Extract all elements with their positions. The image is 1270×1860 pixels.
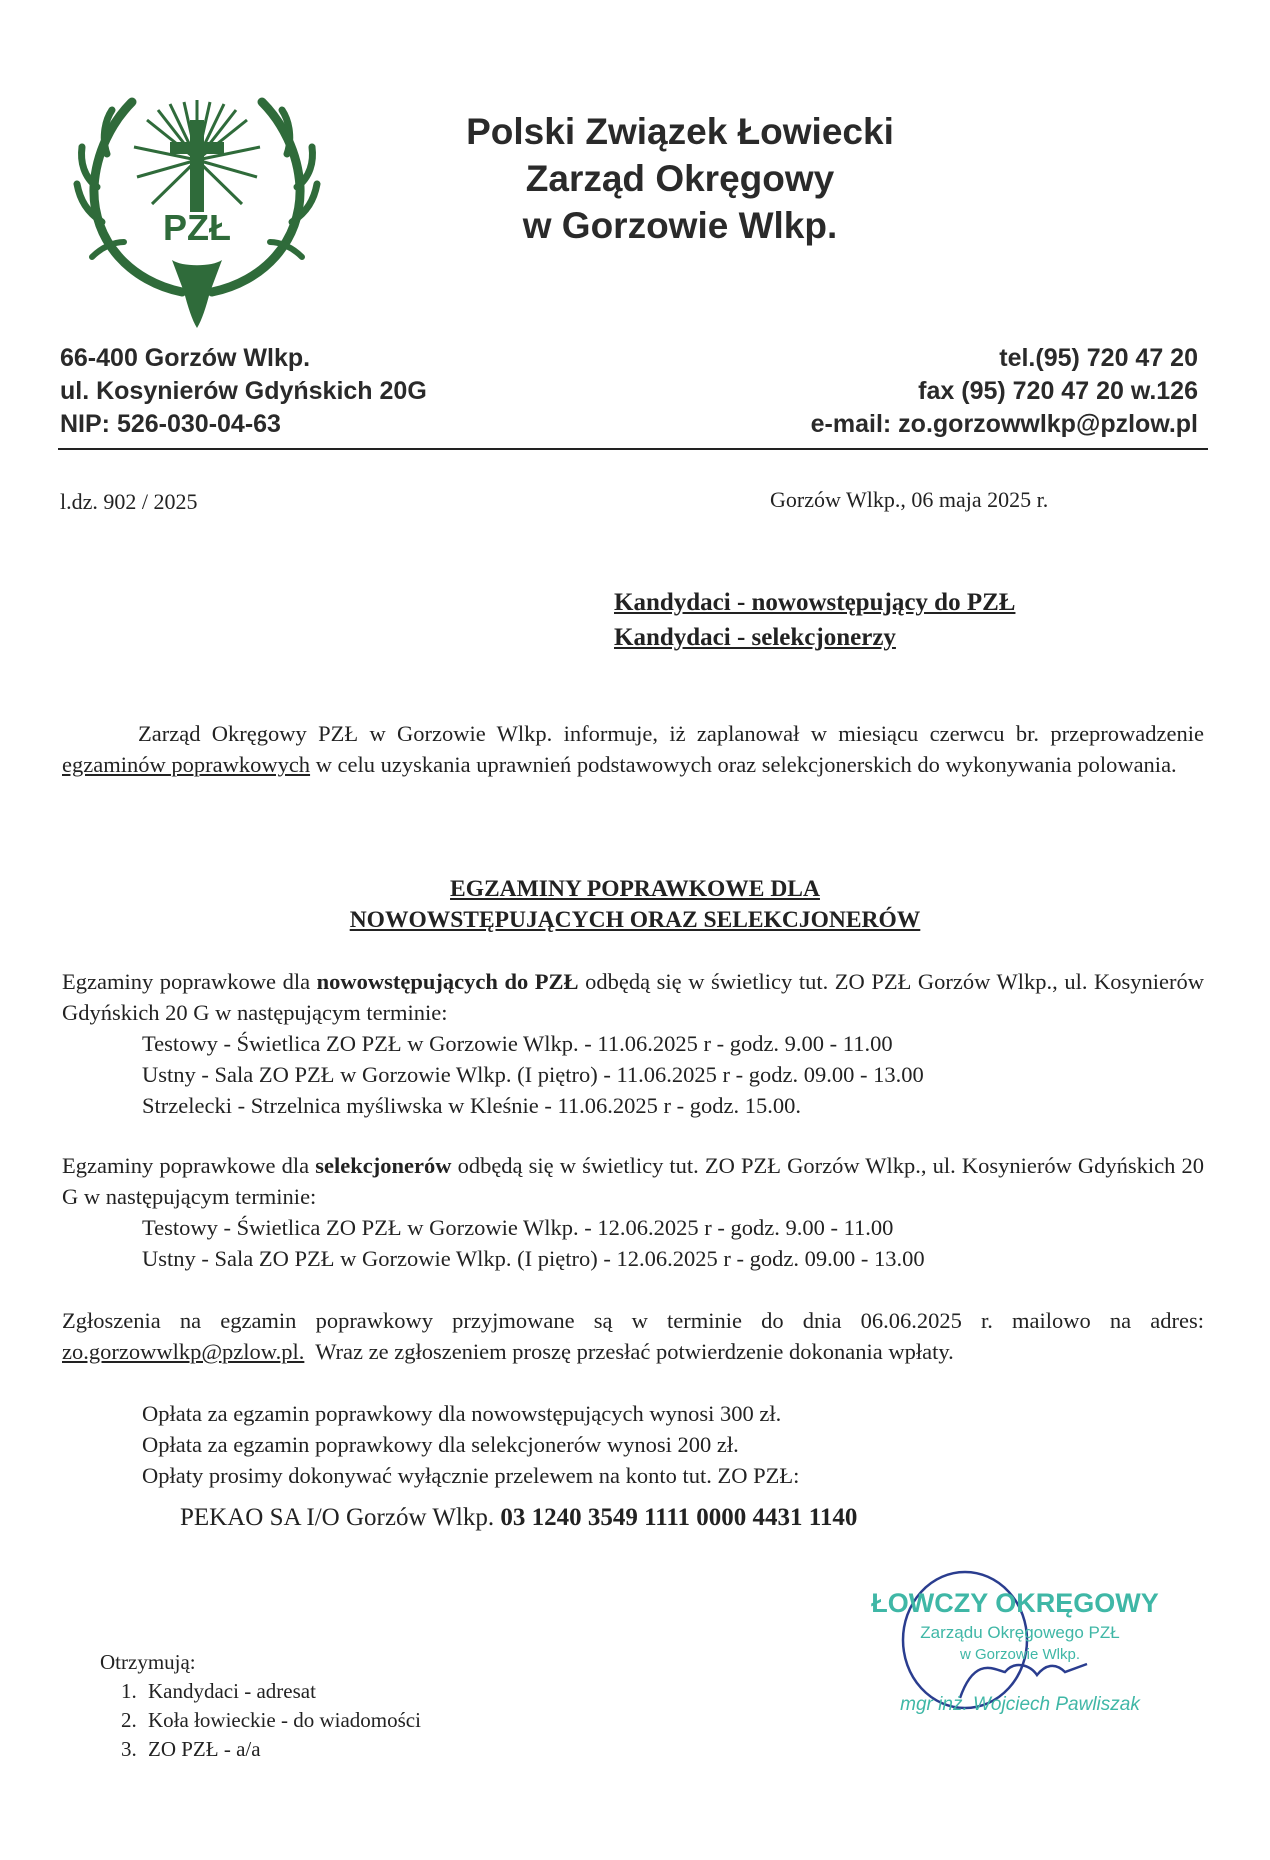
section1-pre: Egzaminy poprawkowe dla [62,969,311,994]
address-block [60,342,427,441]
subject [614,585,1015,655]
schedule-item: Strzelecki - Strzelnica myśliwska w Kleśnie - 11.06.2025 r - godz. 15.00. [142,1093,802,1118]
section2-schedule [142,1212,925,1274]
section3-pre: Zgłoszenia na egzamin poprawkowy przyjmowane są w terminie do dnia 06.06.2025 r. mailowo na adres: [62,1308,1204,1333]
schedule-item: Ustny - Sala ZO PZŁ w Gorzowie Wlkp. (I piętro) - 11.06.2025 r - godz. 09.00 - 13.00 [142,1062,924,1087]
pzl-logo [72,92,322,332]
contact-phone: tel.(95) 720 47 20 [999,344,1198,372]
fee-item: Opłaty prosimy dokonywać wyłącznie przelewem na konto tut. ZO PZŁ: [142,1463,800,1488]
intro-paragraph [62,718,1204,780]
bank-name: PEKAO SA I/O Gorzów Wlkp. [180,1504,495,1531]
contact-email: e-mail: zo.gorzowwlkp@pzlow.pl [810,410,1198,438]
recipient-item: 2. Koła łowieckie - do wiadomości [142,1706,421,1735]
svg-text:w Gorzowie Wlkp.: w Gorzowie Wlkp. [959,1646,1081,1663]
document-date: Gorzów Wlkp., 06 maja 2025 r. [770,487,1049,512]
svg-text:ŁOWCZY OKRĘGOWY: ŁOWCZY OKRĘGOWY [871,1588,1159,1618]
section1-schedule [142,1028,924,1121]
section2-pre: Egzaminy poprawkowe dla [62,1153,310,1178]
recipient-item: 3. ZO PZŁ - a/a [142,1735,421,1764]
svg-text:Zarządu Okręgowego PZŁ: Zarządu Okręgowego PZŁ [920,1623,1120,1642]
contact-fax: fax (95) 720 47 20 w.126 [918,377,1198,405]
account-number: 03 1240 3549 1111 0000 4431 1140 [500,1504,858,1531]
subject-line-1: Kandydaci - nowowstępujący do PZŁ [614,589,1016,616]
section3-paragraph [62,1305,1204,1367]
schedule-item: Testowy - Świetlica ZO PZŁ w Gorzowie Wlkp. - 11.06.2025 r - godz. 9.00 - 11.00 [142,1031,893,1056]
title-line-2: Zarząd Okręgowy [525,158,835,199]
address-city: 66-400 Gorzów Wlkp. [60,344,311,372]
intro-text-2: w celu uzyskania uprawnień podstawowych oraz selekcjonerskich do wykonywania polowania. [315,752,1177,777]
contact-block [811,342,1198,441]
fees-list [142,1398,799,1491]
section1-post: odbędą się w świetlicy tut. ZO PZŁ Gorzów Wlkp., ul. Kosynierów Gdyńskich 20 G w następującym terminie: [62,969,1205,1025]
header-divider [58,448,1208,450]
section2-paragraph [62,1150,1204,1212]
address-nip: NIP: 526-030-04-63 [60,410,281,438]
intro-underlined: egzaminów poprawkowych [62,752,311,777]
section1-paragraph [62,966,1204,1028]
title-line-1: Polski Związek Łowiecki [466,111,894,152]
official-stamp [855,1560,1175,1740]
email-link[interactable]: zo.gorzowwlkp@pzlow.pl. [62,1339,305,1364]
reference-number: l.dz. 902 / 2025 [60,489,198,514]
bank-account [180,1504,857,1532]
schedule-item: Ustny - Sala ZO PZŁ w Gorzowie Wlkp. (I piętro) - 12.06.2025 r - godz. 09.00 - 13.00 [142,1246,925,1271]
svg-text:PZŁ: PZŁ [163,207,231,248]
organization-title [400,108,960,249]
heading-line-2: NOWOWSTĘPUJĄCYCH ORAZ SELEKCJONERÓW [349,907,921,933]
schedule-item: Testowy - Świetlica ZO PZŁ w Gorzowie Wlkp. - 12.06.2025 r - godz. 9.00 - 11.00 [142,1215,894,1240]
heading-line-1: EGZAMINY POPRAWKOWE DLA [450,876,820,902]
recipients [100,1648,421,1764]
title-line-3: w Gorzowie Wlkp. [522,205,838,246]
svg-text:mgr inż. Wojciech Pawliszak: mgr inż. Wojciech Pawliszak [900,1694,1140,1715]
signature-icon [960,1664,1087,1698]
fee-item: Opłata za egzamin poprawkowy dla selekcjonerów wynosi 200 zł. [142,1432,739,1457]
section3-post: Wraz ze zgłoszeniem proszę przesłać potwierdzenie dokonania wpłaty. [315,1339,954,1364]
subject-line-2: Kandydaci - selekcjonerzy [614,624,896,651]
section2-post: odbędą się w świetlicy tut. ZO PZŁ Gorzów Wlkp., ul. Kosynierów Gdyńskich 20 G w następującym terminie: [62,1153,1205,1209]
recipients-label: Otrzymują: [100,1650,196,1674]
section2-bold: selekcjonerów [315,1153,452,1178]
fee-item: Opłata za egzamin poprawkowy dla nowowstępujących wynosi 300 zł. [142,1401,782,1426]
address-street: ul. Kosynierów Gdyńskich 20G [60,377,427,405]
intro-text-1: Zarząd Okręgowy PZŁ w Gorzowie Wlkp. informuje, iż zaplanował w miesiącu czerwcu br. przeprowadzenie [138,721,1204,746]
recipient-item: 1. Kandydaci - adresat [142,1677,421,1706]
section1-bold: nowowstępujących do PZŁ [316,969,579,994]
section-heading [260,874,1010,936]
